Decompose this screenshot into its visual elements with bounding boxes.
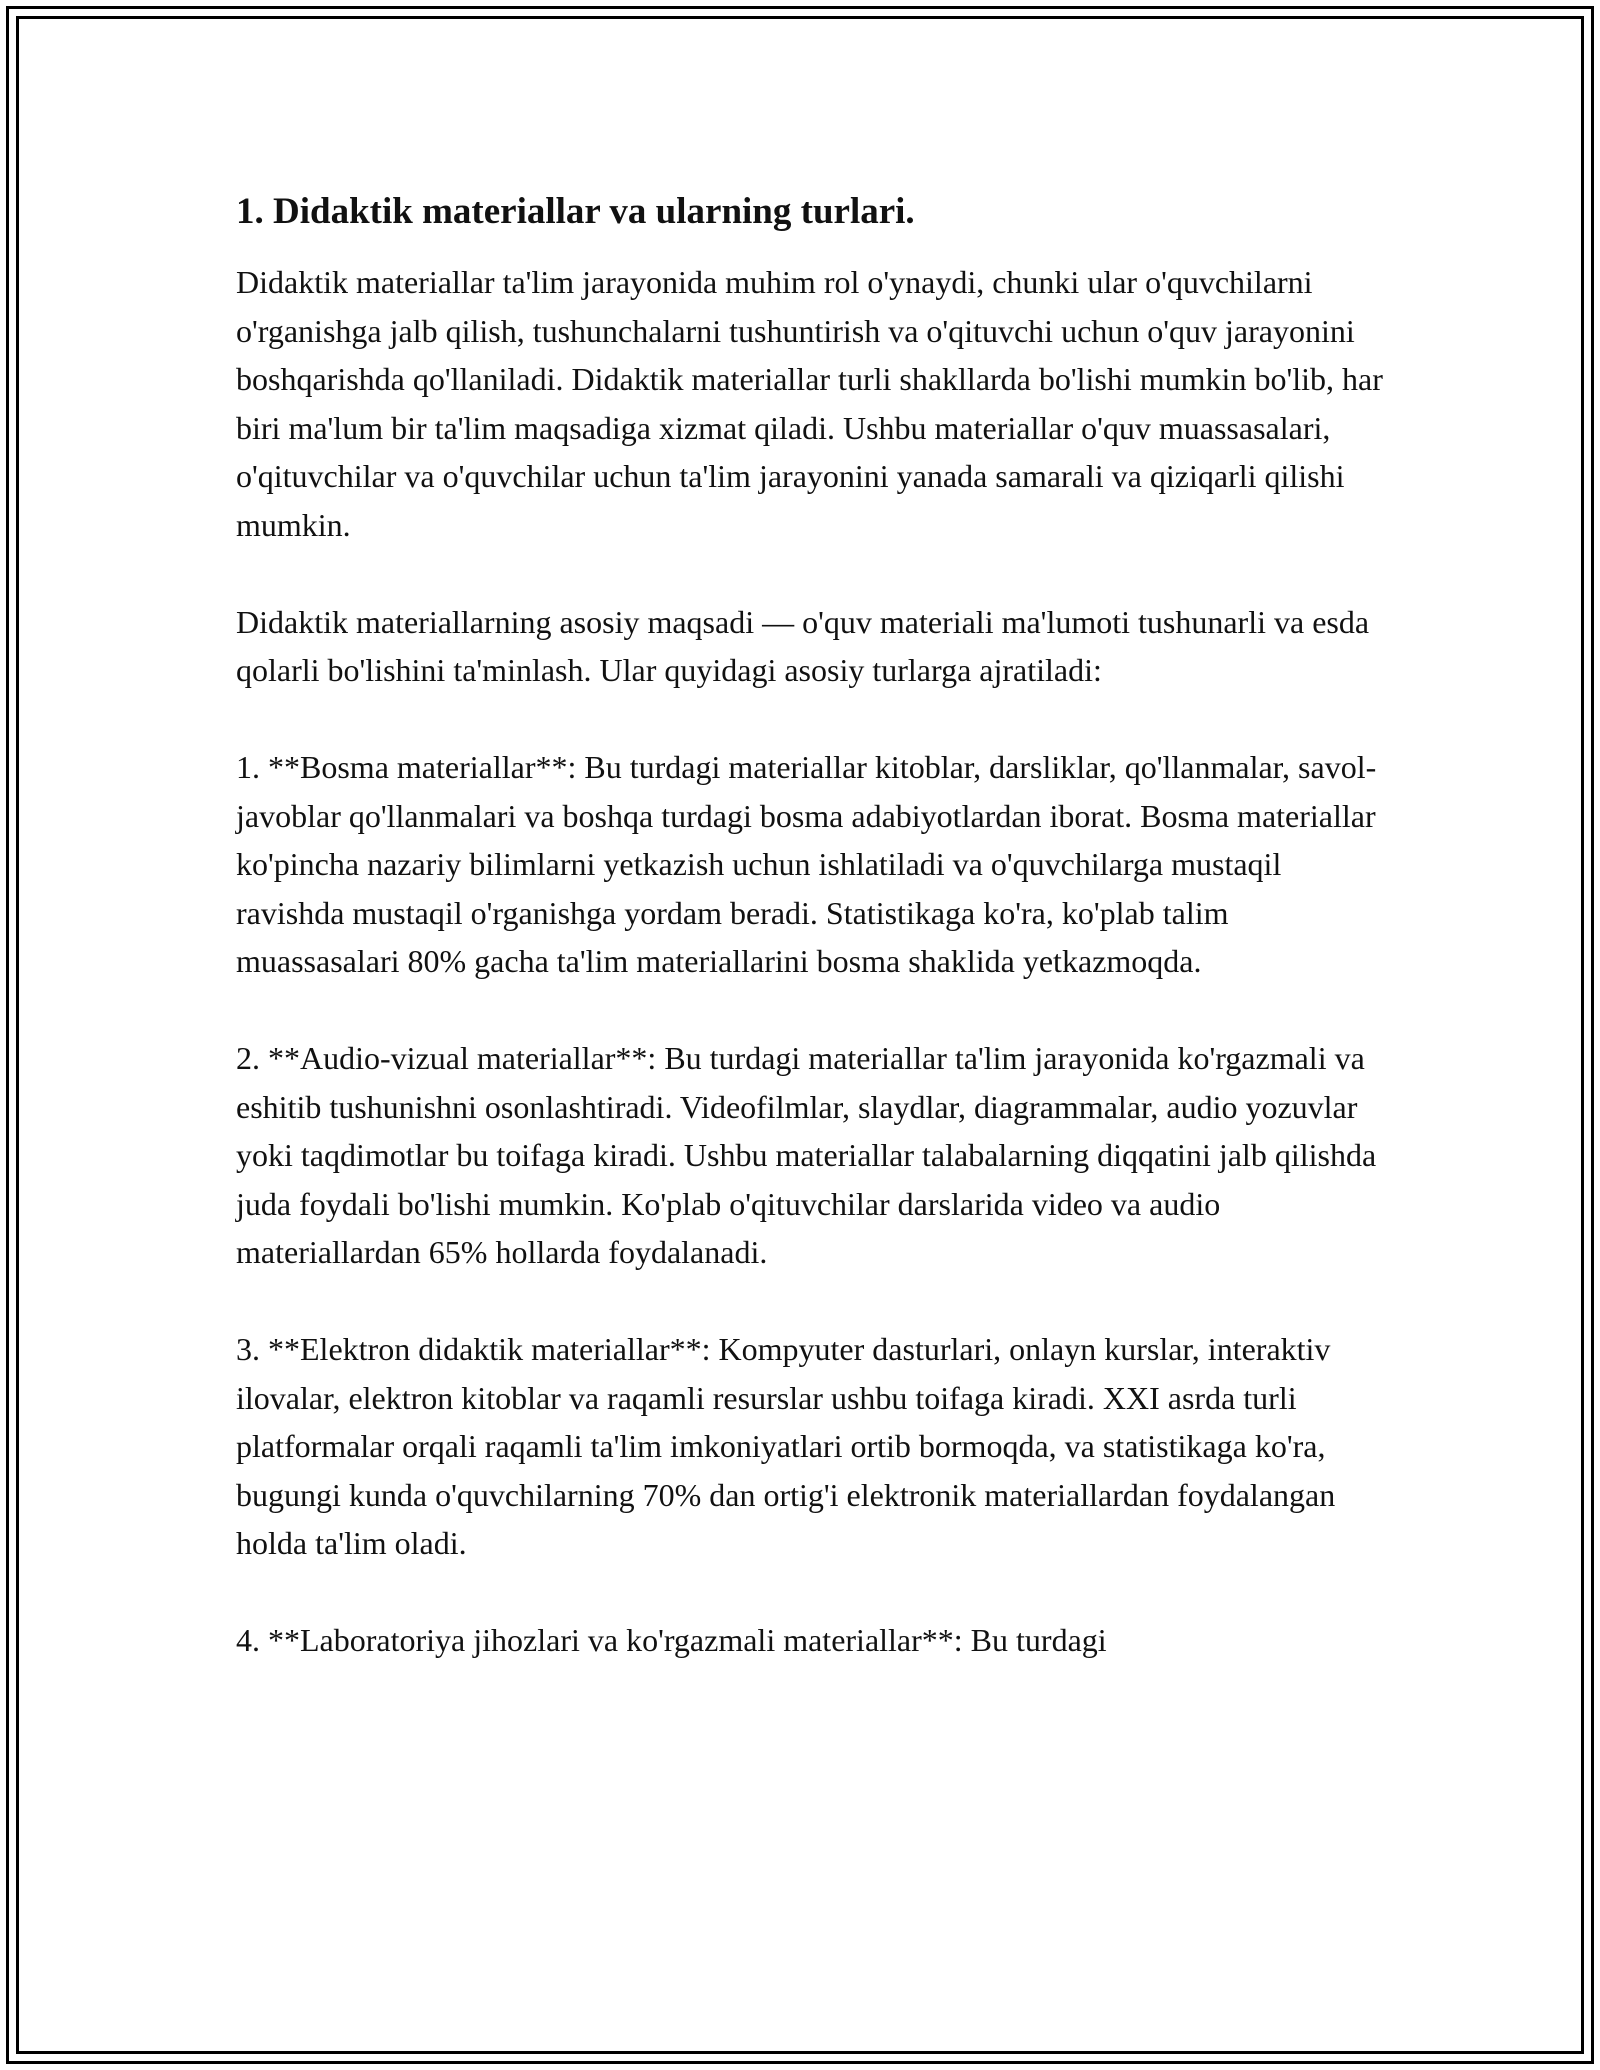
paragraph-purpose: Didaktik materiallarning asosiy maqsadi — o'quv materiali ma'lumoti tushunarli va esda qolarli bo'lishini ta'minlash. Ular quyidagi asosiy turlarga ajratiladi:	[236, 603, 1370, 688]
document-body	[236, 188, 1386, 1665]
list-item-electronic-materials: 3. **Elektron didaktik materiallar**: Kompyuter dasturlari, onlayn kurslar, interaktiv ilovalar, elektron kitoblar va raqamli resurslar ushbu toifaga kiradi. XXI asrda turli platformalar orqali raqamli ta'lim imkoniyatlari ortib bormoqda, va statistikaga ko'ra, bugungi kunda o'quvchilarning 70% dan ortig'i elektronik materiallardan foydalangan holda ta'lim oladi.	[236, 1331, 1336, 1561]
paragraph-intro: Didaktik materiallar ta'lim jarayonida muhim rol o'ynaydi, chunki ular o'quvchilarni o'rganishga jalb qilish, tushunchalarni tushuntirish va o'qituvchi uchun o'quv jarayonini boshqarishda qo'llaniladi. Didaktik materiallar turli shakllarda bo'lishi mumkin bo'lib, har biri ma'lum bir ta'lim maqsadiga xizmat qiladi. Ushbu materiallar o'quv muassasalari, o'qituvchilar va o'quvchilar uchun ta'lim jarayonini yanada samarali va qiziqarli qilishi mumkin.	[236, 264, 1383, 543]
list-item-audio-visual-materials: 2. **Audio-vizual materiallar**: Bu turdagi materiallar ta'lim jarayonida ko'rgazmali va eshitib tushunishni osonlashtiradi. Videofilmlar, slaydlar, diagrammalar, audio yozuvlar yoki taqdimotlar bu toifaga kiradi. Ushbu materiallar talabalarning diqqatini jalb qilishda juda foydali bo'lishi mumkin. Ko'plab o'qituvchilar darslarida video va audio materiallardan 65% hollarda foydalanadi.	[236, 1040, 1377, 1270]
section-heading: 1. Didaktik materiallar va ularning turlari.	[236, 191, 915, 232]
list-item-print-materials: 1. **Bosma materiallar**: Bu turdagi materiallar kitoblar, darsliklar, qo'llanmalar, savol-javoblar qo'llanmalari va boshqa turdagi bosma adabiyotlardan iborat. Bosma materiallar ko'pincha nazariy bilimlarni yetkazish uchun ishlatiladi va o'quvchilarga mustaqil ravishda mustaqil o'rganishga yordam beradi. Statistikaga ko'ra, ko'plab talim muassasalari 80% gacha ta'lim materiallarini bosma shaklida yetkazmoqda.	[236, 749, 1377, 979]
list-item-laboratory-materials: 4. **Laboratoriya jihozlari va ko'rgazmali materiallar**: Bu turdagi	[236, 1622, 1107, 1658]
